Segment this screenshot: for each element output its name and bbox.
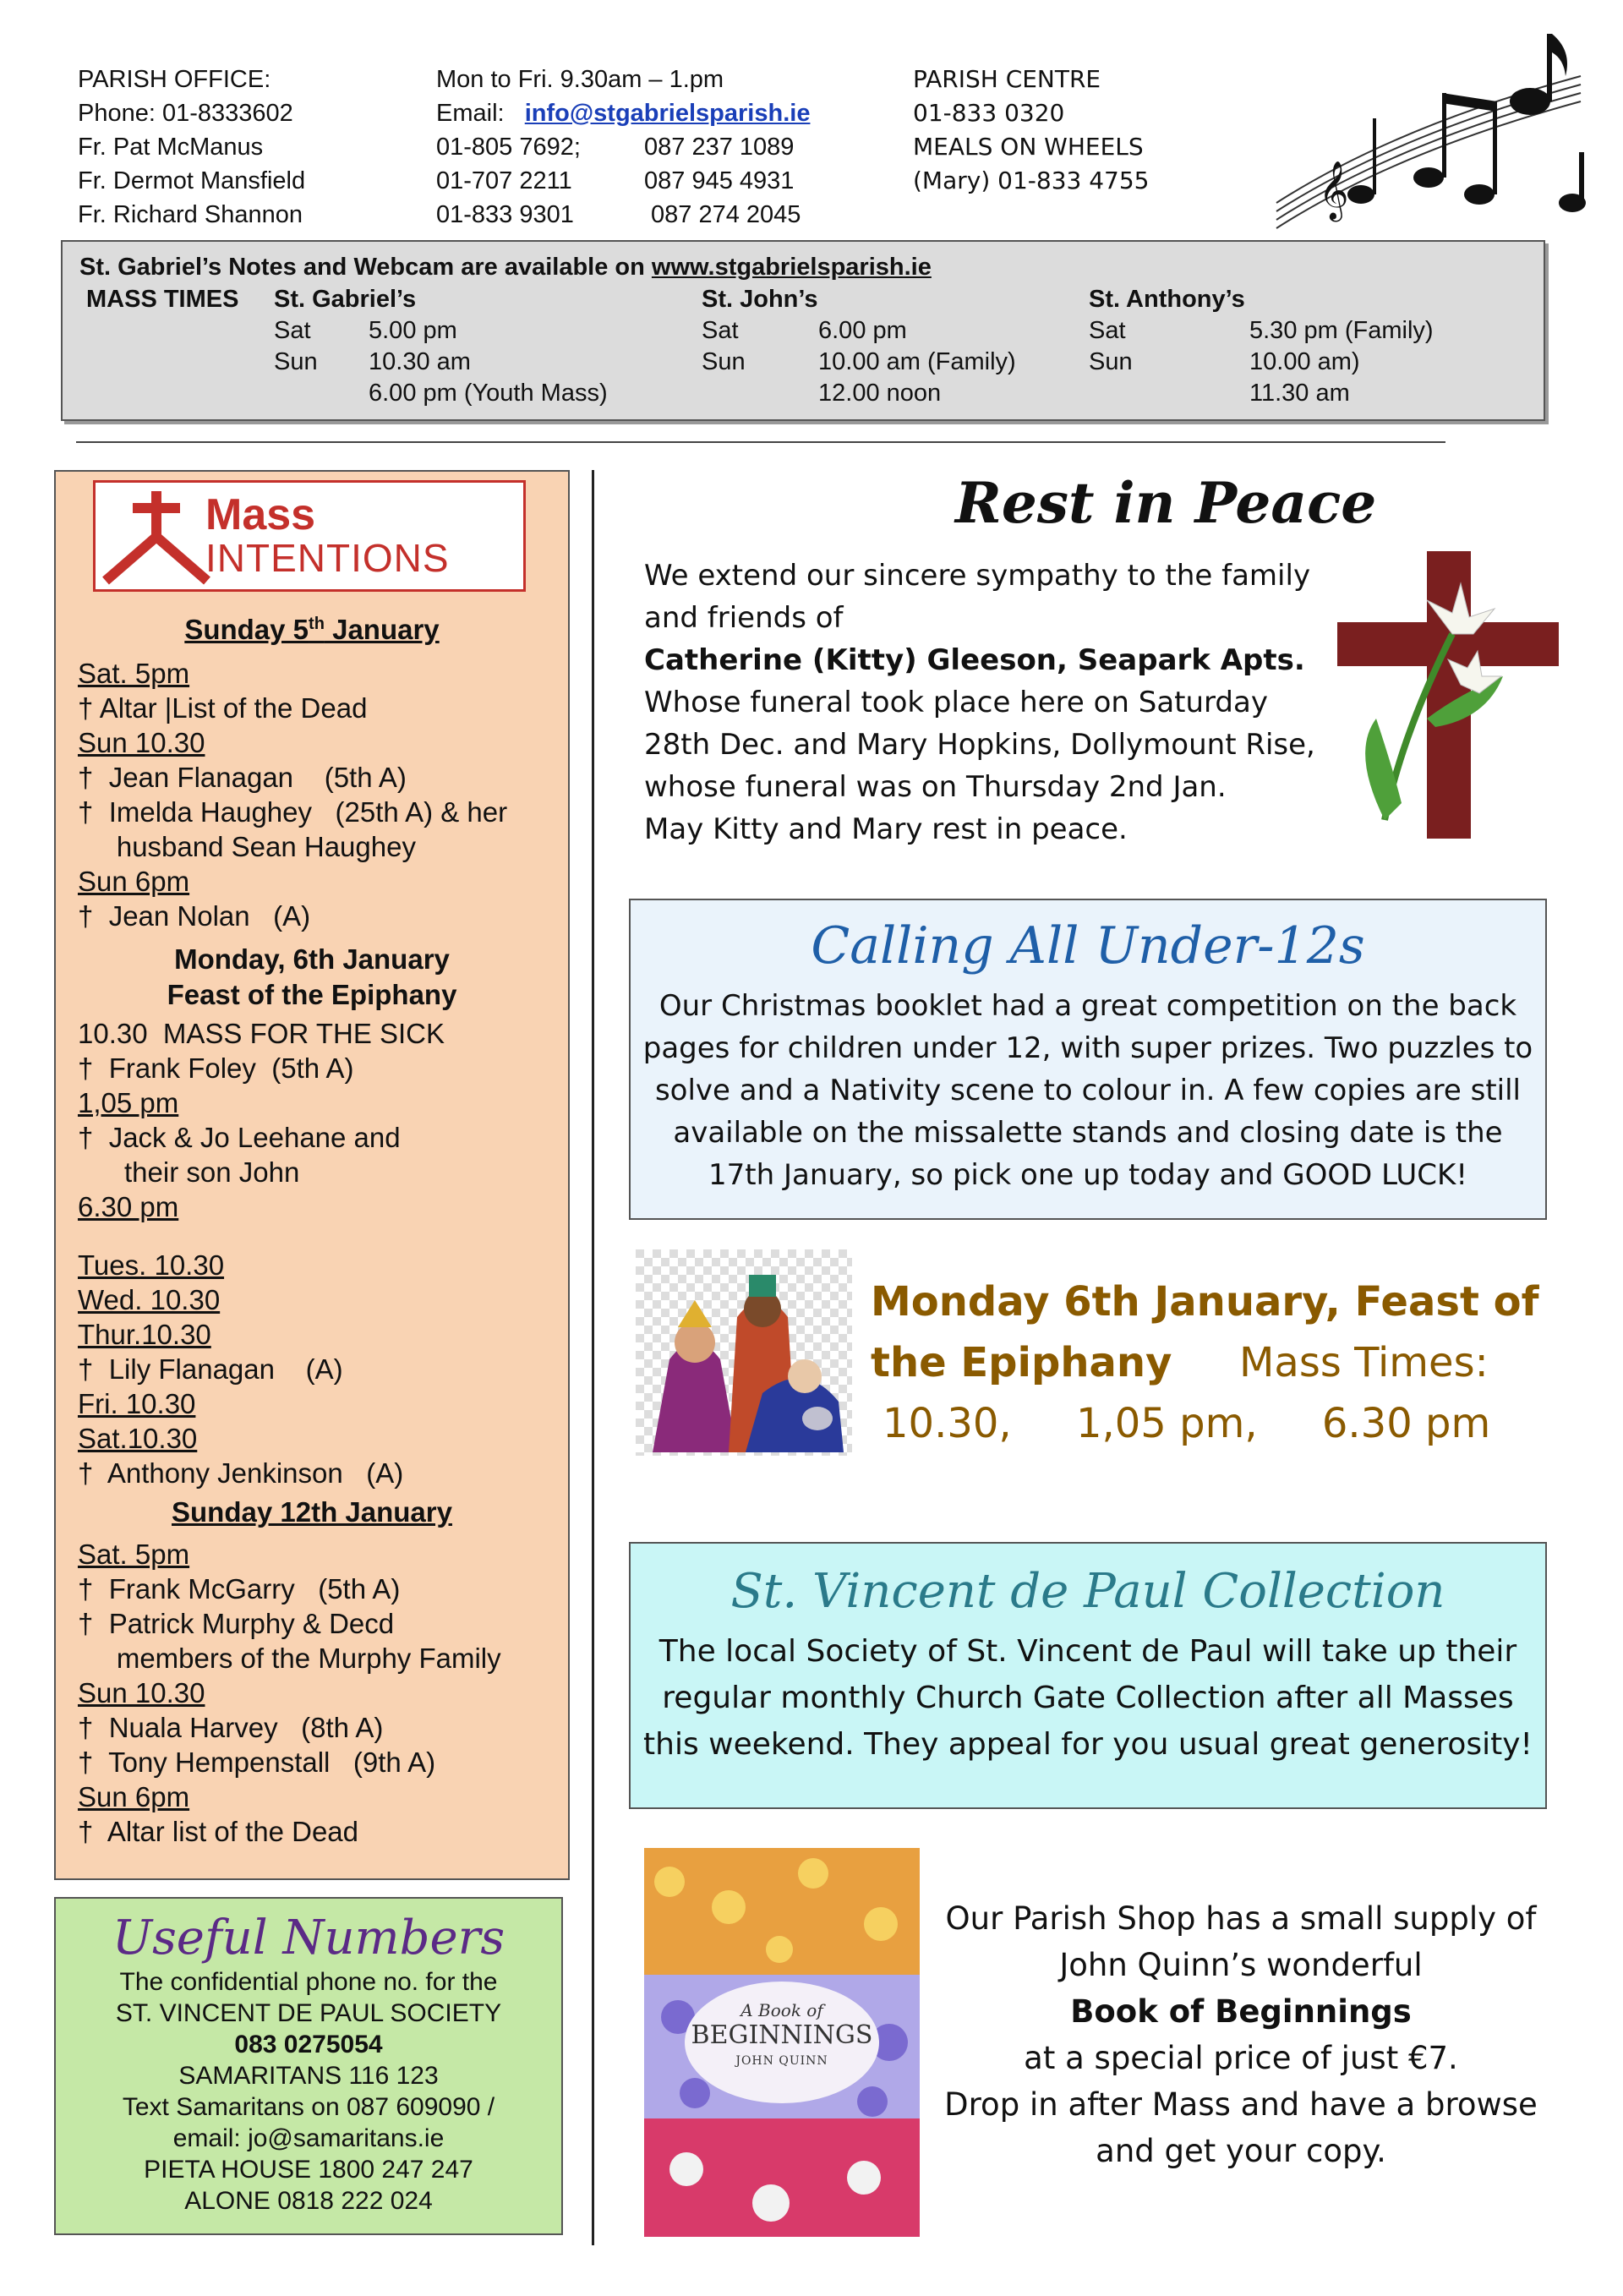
useful-line: ALONE 0818 222 024 — [184, 2187, 433, 2215]
email-link[interactable]: info@stgabrielsparish.ie — [524, 100, 811, 127]
intention-line: † Frank Foley (5th A) — [78, 1052, 354, 1084]
heading-month: January — [324, 614, 440, 645]
calling-line: Our Christmas booklet had a great competition on the back — [658, 989, 1517, 1023]
mass-time: 10.30 am — [369, 348, 471, 375]
priest-mobile: 087 274 2045 — [651, 201, 801, 228]
intention-line: 6.30 pm — [78, 1191, 179, 1222]
webcam-notice-text: St. Gabriel’s Notes and Webcam are available on — [79, 254, 645, 281]
priest-name: Fr. Pat McManus — [78, 134, 264, 161]
svdp-line: regular monthly Church Gate Collection after all Masses — [662, 1681, 1514, 1715]
calling-under-12s-panel — [629, 899, 1547, 1220]
useful-numbers-title: Useful Numbers — [112, 1911, 505, 1965]
parish-shop-text — [937, 1895, 1545, 2174]
shop-line: John Quinn’s wonderful — [1059, 1947, 1423, 1983]
intention-line: † Nuala Harvey (8th A) — [78, 1712, 384, 1743]
calling-line: available on the missalette stands and closing date is the — [673, 1116, 1503, 1150]
intention-line: Tues. 10.30 — [78, 1249, 225, 1281]
intention-line: † Altar list of the Dead — [78, 1816, 359, 1847]
three-kings-icon — [636, 1249, 852, 1456]
intention-line: † Imelda Haughey (25th A) & her — [78, 796, 508, 828]
mass-times-panel — [61, 240, 1545, 421]
mass-time: 6.00 pm (Youth Mass) — [369, 380, 608, 407]
calling-line: pages for children under 12, with super prizes. Two puzzles to — [642, 1031, 1533, 1065]
rip-line: Whose funeral took place here on Saturday — [644, 686, 1268, 719]
day-label: Sat — [702, 317, 739, 344]
rip-line: May Kitty and Mary rest in peace. — [644, 812, 1128, 846]
svdp-line: this weekend. They appeal for you usual great generosity! — [643, 1727, 1533, 1762]
svdp-line: The local Society of St. Vincent de Paul will take up their — [658, 1634, 1517, 1669]
useful-line: PIETA HOUSE 1800 247 247 — [144, 2156, 473, 2184]
shop-line: and get your copy. — [1096, 2133, 1386, 2169]
mass-time: 11.30 am — [1249, 380, 1350, 407]
epiphany-line-2b: Mass Times: — [1239, 1339, 1489, 1386]
mass-time: 6.00 pm — [818, 317, 907, 344]
intentions-group-b — [78, 1016, 445, 1224]
book-title: BEGINNINGS — [691, 2020, 873, 2050]
heading-day: Sunday 5 — [184, 614, 309, 645]
day-label: Sun — [274, 348, 318, 375]
meals-label: MEALS ON WHEELS — [913, 133, 1144, 161]
priest-mobile: 087 237 1089 — [644, 134, 795, 161]
svg-text:𝄞: 𝄞 — [1319, 161, 1349, 220]
priest-name: Fr. Richard Shannon — [78, 201, 303, 228]
rip-text — [644, 555, 1315, 850]
epiphany-heading: Feast of the Epiphany — [167, 979, 457, 1010]
shop-line: Drop in after Mass and have a browse — [944, 2086, 1538, 2123]
intention-line: Wed. 10.30 — [78, 1284, 221, 1315]
day-label: Sun — [1089, 348, 1133, 375]
sunday-12-heading: Sunday 12th January — [172, 1496, 452, 1528]
logo-intentions-text: INTENTIONS — [205, 536, 450, 580]
calling-line: 17th January, so pick one up today and GOOD LUCK! — [708, 1158, 1467, 1192]
calling-title: Calling All Under-12s — [811, 916, 1365, 976]
rip-line: 28th Dec. and Mary Hopkins, Dollymount Rise, — [644, 728, 1315, 762]
day-label: Sat — [274, 317, 311, 344]
mass-time: 12.00 noon — [818, 380, 942, 407]
intention-line: their son John — [78, 1156, 300, 1188]
office-column — [78, 63, 305, 232]
intentions-group-c — [78, 1248, 403, 1490]
intention-line: Sun 10.30 — [78, 1677, 205, 1708]
church-name: St. John’s — [702, 286, 818, 313]
intention-line: † Jean Nolan (A) — [78, 900, 311, 932]
useful-line: Text Samaritans on 087 609090 / — [122, 2093, 495, 2121]
rip-line: Catherine (Kitty) Gleeson, Seapark Apts. — [644, 643, 1305, 677]
intentions-group-d — [78, 1537, 501, 1849]
church-roof-icon — [102, 488, 221, 589]
intention-line: Sun 6pm — [78, 1781, 190, 1812]
epiphany-times: 10.30, 1,05 pm, 6.30 pm — [883, 1400, 1491, 1447]
mass-time: 10.00 am (Family) — [818, 348, 1016, 375]
book-cover-image — [644, 1848, 920, 2237]
epiphany-line-2a: the Epiphany — [871, 1339, 1172, 1386]
mass-time: 5.30 pm (Family) — [1249, 317, 1434, 344]
useful-line: ST. VINCENT DE PAUL SOCIETY — [115, 1999, 502, 2027]
intention-line: † Patrick Murphy & Decd — [78, 1608, 395, 1639]
book-author: JOHN QUINN — [735, 2054, 828, 2068]
heading-sup: th — [309, 615, 325, 633]
shop-line: at a special price of just €7. — [1024, 2040, 1458, 2076]
intentions-group-a — [78, 656, 507, 933]
rip-title: Rest in Peace — [955, 470, 1377, 536]
office-phone: Phone: 01-8333602 — [78, 100, 293, 127]
intention-line: Fri. 10.30 — [78, 1388, 196, 1419]
intention-line: † Anthony Jenkinson (A) — [78, 1457, 404, 1489]
mass-time: 10.00 am) — [1249, 348, 1360, 375]
monday-heading: Monday, 6th January — [174, 943, 450, 975]
intention-line: Sat. 5pm — [78, 658, 190, 689]
logo-mass-text: Mass — [205, 490, 316, 539]
intention-line: † Altar |List of the Dead — [78, 692, 368, 724]
priest-phone: 01-805 7692; — [436, 134, 581, 161]
intention-line: Sat. 5pm — [78, 1539, 190, 1570]
email-label: Email: — [436, 100, 505, 127]
intention-line: † Frank McGarry (5th A) — [78, 1573, 401, 1604]
intention-line: members of the Murphy Family — [78, 1643, 501, 1674]
website-link[interactable]: www.stgabrielsparish.ie — [651, 254, 932, 281]
intention-line: Sun 6pm — [78, 866, 190, 897]
webcam-notice — [79, 254, 932, 282]
intention-line: 1,05 pm — [78, 1087, 179, 1118]
shop-line: Our Parish Shop has a small supply of — [945, 1900, 1537, 1937]
rip-line: whose funeral was on Thursday 2nd Jan. — [644, 770, 1227, 804]
intention-line: † Jack & Jo Leehane and — [78, 1122, 401, 1153]
mobile-column — [644, 130, 801, 232]
intention-line: Sat.10.30 — [78, 1423, 198, 1454]
svdp-collection-panel — [629, 1542, 1547, 1809]
intention-line: husband Sean Haughey — [78, 831, 416, 862]
shop-line: Book of Beginnings — [1070, 1993, 1412, 2030]
office-label: PARISH OFFICE: — [78, 66, 271, 93]
intention-line: † Tony Hempenstall (9th A) — [78, 1747, 436, 1778]
intention-line: † Lily Flanagan (A) — [78, 1353, 343, 1385]
svdp-title: St. Vincent de Paul Collection — [730, 1564, 1445, 1619]
calling-line: solve and a Nativity scene to colour in. A few copies are still — [654, 1074, 1522, 1107]
priest-phone: 01-707 2211 — [436, 167, 572, 194]
rip-line: and friends of — [644, 601, 844, 635]
email-row — [436, 96, 810, 130]
intention-line: † Jean Flanagan (5th A) — [78, 762, 407, 793]
book-small-title: A Book of — [740, 2000, 823, 2020]
meals-contact: (Mary) 01-833 4755 — [913, 167, 1150, 194]
useful-line: 083 0275054 — [234, 2031, 383, 2058]
column-divider — [592, 470, 594, 2245]
mass-times-label: MASS TIMES — [86, 286, 239, 313]
centre-column — [913, 63, 1149, 198]
mass-time: 5.00 pm — [369, 317, 457, 344]
day-label: Sat — [1089, 317, 1126, 344]
epiphany-line-1: Monday 6th January, Feast of — [871, 1278, 1539, 1326]
centre-label: PARISH CENTRE — [913, 65, 1101, 93]
intention-line: 10.30 MASS FOR THE SICK — [78, 1018, 445, 1049]
useful-line: The confidential phone no. for the — [119, 1968, 498, 1996]
priest-phone: 01-833 9301 — [436, 201, 574, 228]
priest-mobile: 087 945 4931 — [644, 167, 795, 194]
intention-line: Thur.10.30 — [78, 1319, 211, 1350]
centre-phone: 01-833 0320 — [913, 99, 1065, 127]
mass-intentions-logo — [93, 480, 526, 592]
useful-numbers-panel — [54, 1897, 563, 2235]
useful-line: SAMARITANS 116 123 — [178, 2062, 439, 2090]
useful-line: email: jo@samaritans.ie — [172, 2124, 445, 2152]
church-name: St. Gabriel’s — [274, 286, 417, 313]
day-label: Sun — [702, 348, 746, 375]
music-notes-icon — [1268, 25, 1589, 237]
rip-line: We extend our sincere sympathy to the family — [644, 559, 1311, 593]
sunday-5-heading — [54, 614, 570, 646]
divider — [76, 441, 1445, 443]
intention-line: Sun 10.30 — [78, 727, 205, 758]
priest-name: Fr. Dermot Mansfield — [78, 167, 306, 194]
cross-lily-icon — [1334, 549, 1562, 845]
office-hours: Mon to Fri. 9.30am – 1.pm — [436, 66, 724, 93]
church-name: St. Anthony’s — [1089, 286, 1245, 313]
